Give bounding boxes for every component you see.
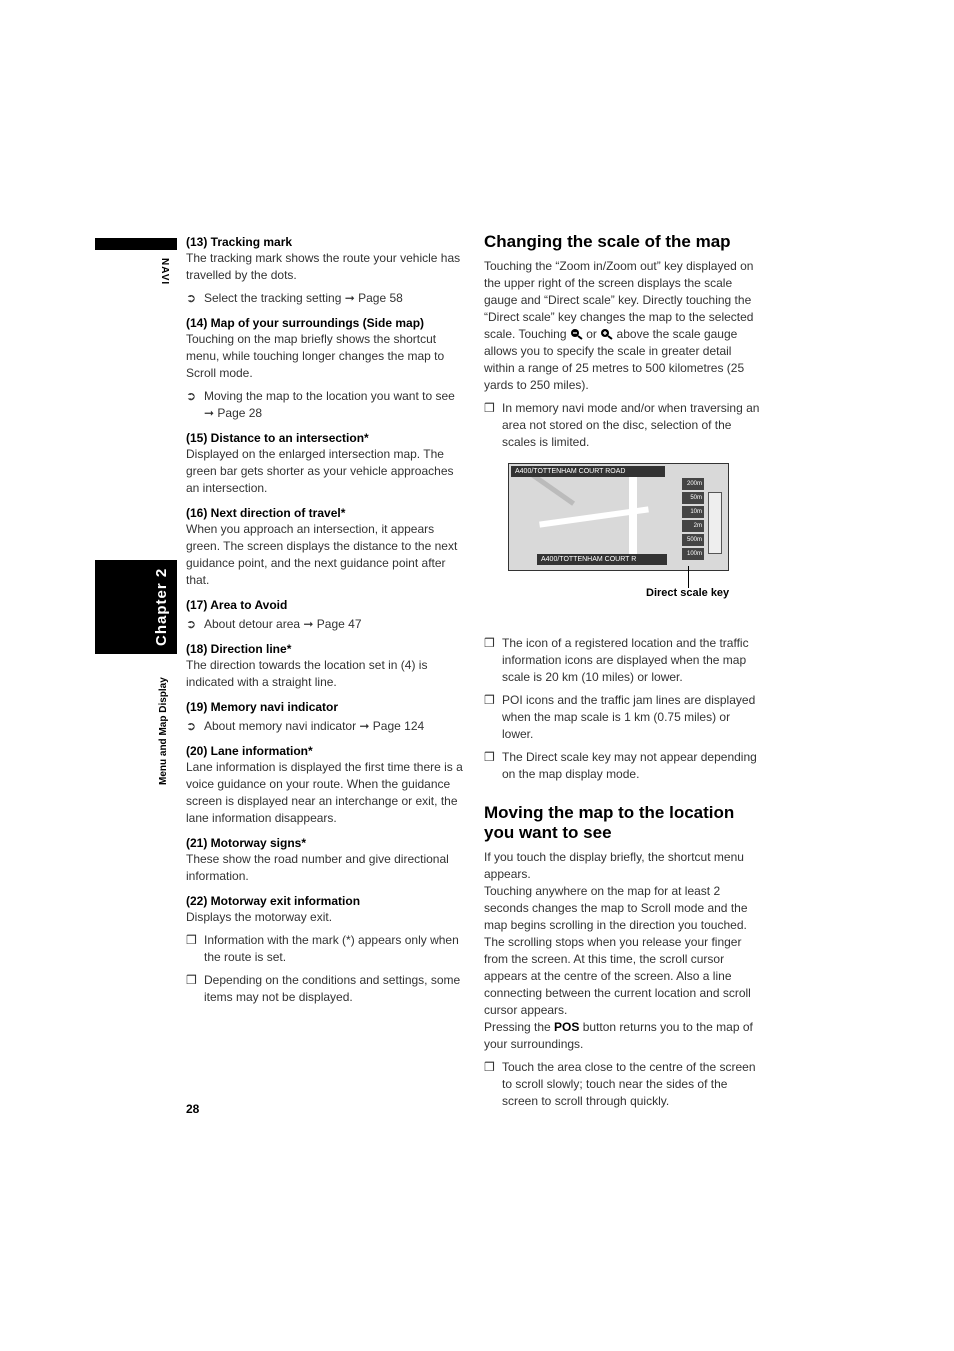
note: ❒ Depending on the conditions and settings, some items may not be displayed. <box>186 973 461 1004</box>
direct-scale-key-callout: Direct scale key <box>646 587 730 599</box>
section-18: (18) Direction line* The direction towards the location set in (4) is indicated with a straight line. <box>186 642 428 689</box>
note: ➲ Moving the map to the location you want to see ➞ Page 28 <box>186 389 455 420</box>
note: ❒ The Direct scale key may not appear depending on the map display mode. <box>484 750 757 781</box>
scale-title: Changing the scale of the map <box>484 232 731 251</box>
scale-gauge <box>708 492 722 554</box>
right-column: Changing the scale of the map Touching the “Zoom in/Zoom out” key displayed on the upper right of the screen displays the scale gauge and “Direct scale” key. Directly touching the “Direct scale” key changes the map to the selected scale. Touching or above the scale gauge allows you to specify the scale in greater detail within a range of 25 metres to 500 kilometres (25 yards to 250 miles). ❒ In memory navi mode and/or when traversing an area not stored on the disc, selection of the scales is limited. A400/TOTTENHAM COURT ROAD 200m 50m 10m 2m 500m 100m A400/TOTTENHAM COURT R ❒ The icon of a registered location and the traffic information icons are displayed when the map scale is 20 km (10 miles) or lower. ❒ POI icons and the traffic jam lines are displayed when the map scale is 1 km (0.75 miles) or lower. ❒ The Direct scale key may not appear depending on the map display mode. Moving the map to the location you want to see If you touch the display briefly, the shortcut menu appears. Touching anywhere on the map for at least 2 seconds changes the map to Scroll mode and the map begins scrolling in the direction you touched. The scrolling stops when you release your finger from the screen. At this time, the scroll cursor appears at the centre of the screen. Also a line connecting between the current location and scroll cursor appears. Pressing the POS button returns you to the map of your surroundings. ❒ Touch the area close to the centre of the screen to scroll slowly; touch near the sides of the screen to scroll through quickly. <box>484 232 760 1108</box>
note: ➲ Select the tracking setting ➞ Page 58 <box>186 291 403 305</box>
section-14: (14) Map of your surroundings (Side map) Touching on the map briefly shows the shortcut menu, while touching longer changes the map to Scroll mode. ➲ Moving the map to the location you want to see ➞ Page 28 <box>186 315 464 422</box>
note: ➲ About memory navi indicator ➞ Page 124 <box>186 719 425 733</box>
map-road-name-bottom: A400/TOTTENHAM COURT R <box>537 554 667 565</box>
navi-label: NAVI <box>159 258 170 286</box>
zoom-in-icon <box>600 328 613 340</box>
note: ➲ About detour area ➞ Page 47 <box>186 617 362 631</box>
left-column <box>186 234 464 1014</box>
scale-body: Touching the “Zoom in/Zoom out” key displayed on the upper right of the screen displays the scale gauge and “Direct scale” key. Directly touching the “Direct scale” key changes the map to the selected scale. Touching or above the scale gauge allows you to specify the scale in greater detail within a range of 25 metres to 500 kilometres (25 yards to 250 miles). <box>484 259 754 392</box>
section-16: (16) Next direction of travel* When you approach an intersection, it appears green. The screen displays the distance to the next guidance point, and the next guidance point after that. <box>186 506 458 587</box>
note: ❒ In memory navi mode and/or when traversing an area not stored on the disc, selection of the scales is limited. <box>484 401 760 449</box>
section-17: (17) Area to Avoid ➲ About detour area ➞ Page 47 <box>186 597 464 633</box>
callout-line <box>688 566 689 588</box>
note: ❒ POI icons and the traffic jam lines are displayed when the map scale is 1 km (0.75 miles) or lower. <box>484 693 756 741</box>
zoom-out-icon <box>570 328 583 340</box>
direct-scale-keys: 200m 50m 10m 2m 500m 100m <box>682 478 704 562</box>
section-22: (22) Motorway exit information Displays the motorway exit. ❒ Information with the mark (*) appears only when the route is set. ❒ Depending on the conditions and settings, some items may not be displayed. <box>186 893 464 1006</box>
note: ❒ Touch the area close to the centre of the screen to scroll slowly; touch near the sides of the screen to scroll through quickly. <box>484 1060 756 1108</box>
section-13: (13) Tracking mark The tracking mark shows the route your vehicle has travelled by the dots. ➲ Select the tracking setting ➞ Page 58 <box>186 234 464 307</box>
section-19: (19) Memory navi indicator ➲ About memory navi indicator ➞ Page 124 <box>186 699 464 735</box>
section-15: (15) Distance to an intersection* Displayed on the enlarged intersection map. The green bar gets shorter as your vehicle approaches an intersection. <box>186 431 454 495</box>
header-bar <box>95 238 177 250</box>
page-number: 28 <box>186 1102 200 1116</box>
pos-button-label: POS <box>554 1020 580 1034</box>
chapter-tab: Chapter 2 <box>95 560 177 654</box>
section-21: (21) Motorway signs* These show the road number and give directional information. <box>186 836 449 883</box>
note: ❒ Information with the mark (*) appears only when the route is set. <box>186 933 459 964</box>
section-20: (20) Lane information* Lane information is displayed the first time there is a voice guidance on your route. When the guidance screen is displayed near an interchange or exit, the lane information disappears. <box>186 744 463 825</box>
note: ❒ The icon of a registered location and the traffic information icons are displayed when the map scale is 20 km (10 miles) or lower. <box>484 636 749 684</box>
map-road-name-top: A400/TOTTENHAM COURT ROAD <box>511 466 665 477</box>
move-title: Moving the map to the location you want to see <box>484 803 735 842</box>
map-screenshot <box>508 463 729 571</box>
